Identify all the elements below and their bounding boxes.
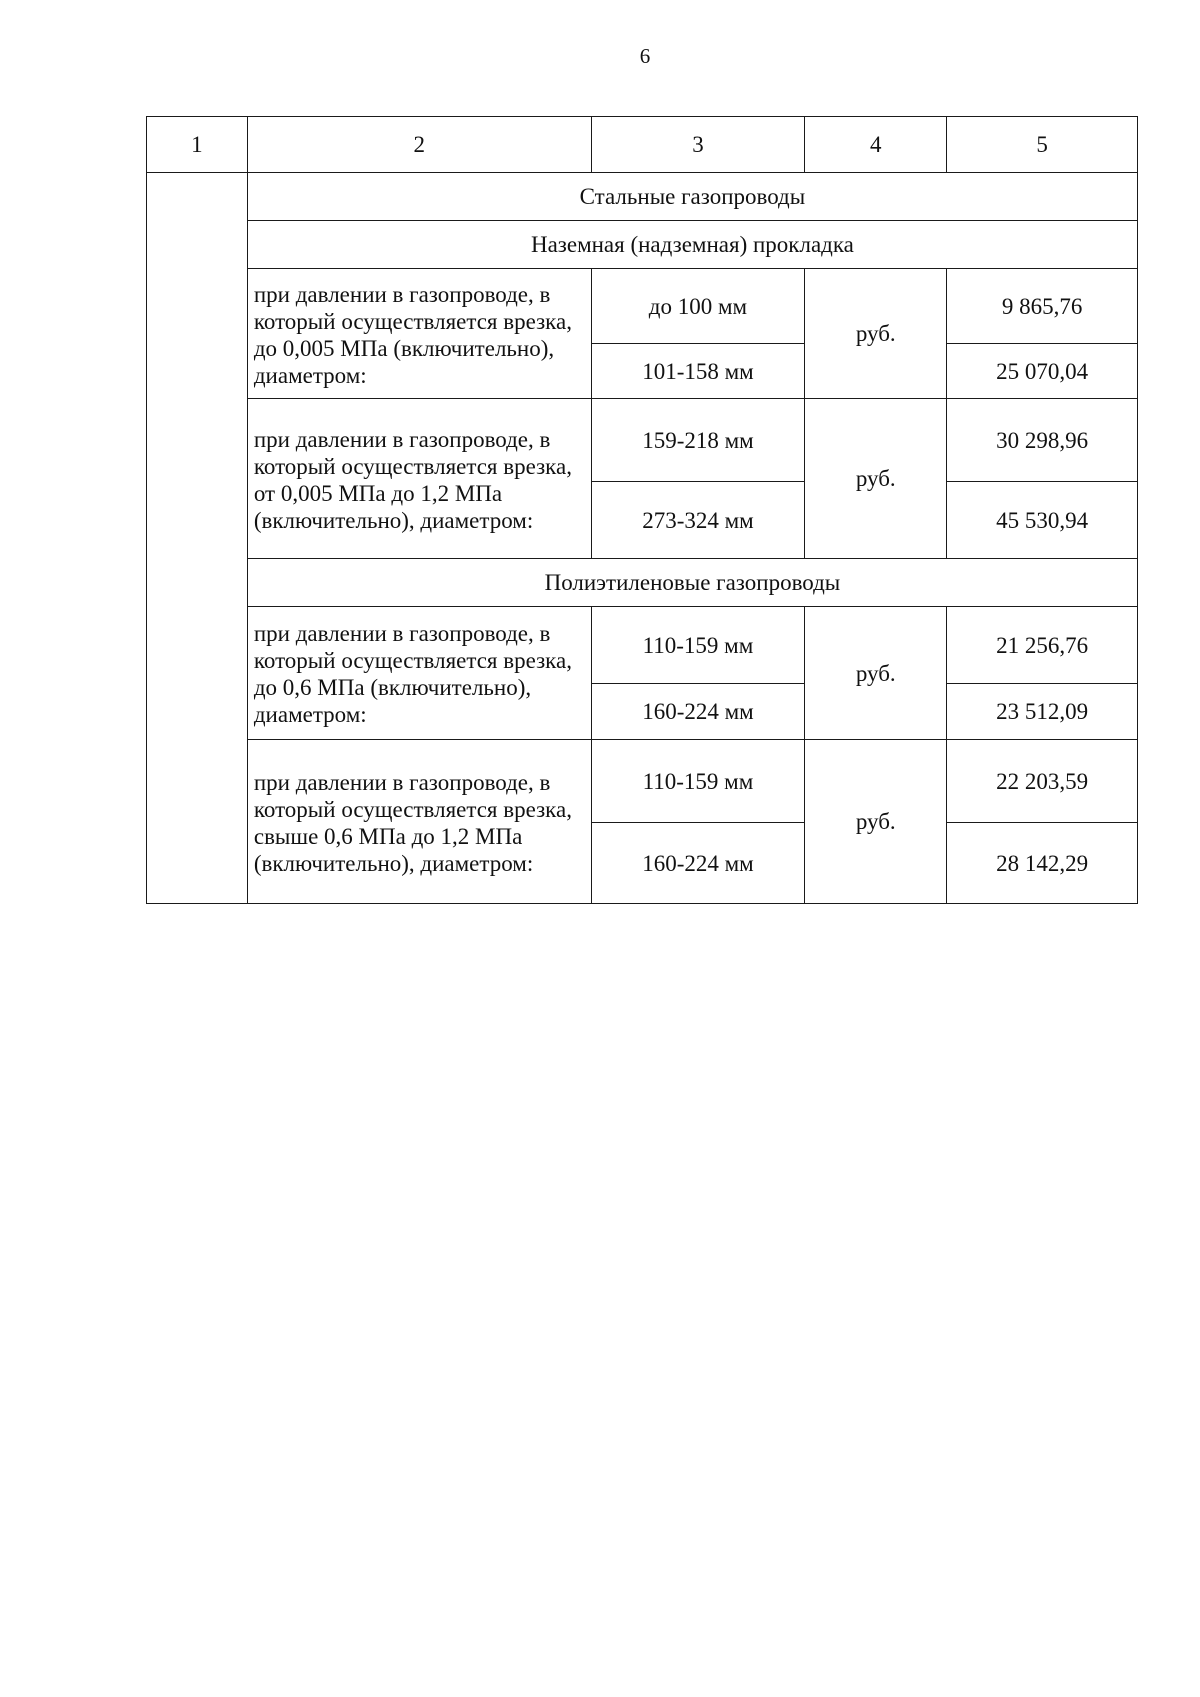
condition-description: при давлении в газопроводе, в который осуществляется врезка, от 0,005 МПа до 1,2 МПа (включительно), диаметром: xyxy=(247,399,591,559)
column-header-2: 2 xyxy=(247,117,591,173)
column-header-5: 5 xyxy=(947,117,1138,173)
condition-description: при давлении в газопроводе, в который осуществляется врезка, до 0,6 МПа (включительно), диаметром: xyxy=(247,607,591,740)
condition-description: при давлении в газопроводе, в который осуществляется врезка, свыше 0,6 МПа до 1,2 МПа (включительно), диаметром: xyxy=(247,740,591,904)
diameter-cell: 110-159 мм xyxy=(591,740,805,823)
column-1-blank-cell xyxy=(147,173,248,904)
page-number: 6 xyxy=(639,44,651,68)
diameter-cell: 160-224 мм xyxy=(591,684,805,740)
section-row-steel xyxy=(147,173,1138,221)
tariff-table xyxy=(146,116,1138,904)
table-row xyxy=(147,269,1138,344)
column-header-4: 4 xyxy=(805,117,947,173)
table-row xyxy=(147,399,1138,482)
section-row-overground xyxy=(147,221,1138,269)
condition-description: при давлении в газопроводе, в который осуществляется врезка, до 0,005 МПа (включительно), диаметром: xyxy=(247,269,591,399)
price-cell: 9 865,76 xyxy=(947,269,1138,344)
price-cell: 23 512,09 xyxy=(947,684,1138,740)
price-cell: 21 256,76 xyxy=(947,607,1138,684)
price-cell: 28 142,29 xyxy=(947,823,1138,904)
column-header-1: 1 xyxy=(147,117,248,173)
unit-cell: руб. xyxy=(805,607,947,740)
section-title-overground: Наземная (надземная) прокладка xyxy=(247,221,1137,269)
price-cell: 30 298,96 xyxy=(947,399,1138,482)
section-title-polyethylene: Полиэтиленовые газопроводы xyxy=(247,559,1137,607)
table-row xyxy=(147,607,1138,684)
diameter-cell: 110-159 мм xyxy=(591,607,805,684)
unit-cell: руб. xyxy=(805,740,947,904)
table-row xyxy=(147,740,1138,823)
table-header-row xyxy=(147,117,1138,173)
unit-cell: руб. xyxy=(805,269,947,399)
section-title-steel: Стальные газопроводы xyxy=(247,173,1137,221)
diameter-cell: до 100 мм xyxy=(591,269,805,344)
column-header-3: 3 xyxy=(591,117,805,173)
diameter-cell: 101-158 мм xyxy=(591,344,805,399)
price-cell: 22 203,59 xyxy=(947,740,1138,823)
unit-cell: руб. xyxy=(805,399,947,559)
section-row-polyethylene xyxy=(147,559,1138,607)
price-cell: 45 530,94 xyxy=(947,482,1138,559)
price-cell: 25 070,04 xyxy=(947,344,1138,399)
diameter-cell: 160-224 мм xyxy=(591,823,805,904)
diameter-cell: 273-324 мм xyxy=(591,482,805,559)
diameter-cell: 159-218 мм xyxy=(591,399,805,482)
